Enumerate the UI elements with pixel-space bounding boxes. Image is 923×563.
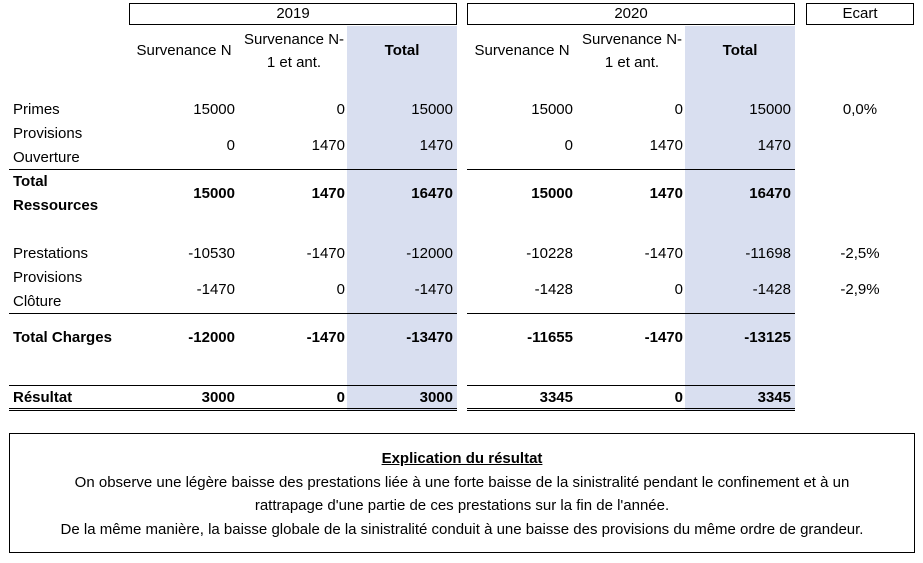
prestations-2019-total: -12000 (406, 245, 453, 262)
provisions-cloture-label-line1: Provisions (13, 269, 83, 286)
row-label-primes: Primes (13, 101, 60, 118)
prov-ouv-2020-surv-n: 0 (564, 137, 573, 154)
separator-line (129, 169, 457, 170)
resultat-2020-surv-n1: 0 (674, 389, 683, 406)
explanation-line-1: On observe une légère baisse des prestations liée à une forte baisse de la sinistralité pendant le confinement et à un (74, 473, 850, 491)
col-2020-surv-n1-line2: 1 et ant. (604, 54, 660, 71)
total-res-2019-surv-n: 15000 (193, 185, 235, 202)
total-charges-2020-total: -13125 (744, 329, 791, 346)
ecart-header: Ecart (806, 3, 914, 25)
row-label-provisions-cloture (13, 266, 131, 314)
total-res-2019-total: 16470 (411, 185, 453, 202)
total-res-2020-total: 16470 (749, 185, 791, 202)
year-2020-header: 2020 (467, 3, 795, 25)
col-2020-total: Total (722, 42, 758, 59)
col-2020-surv-n1 (577, 28, 687, 74)
total-res-2019-surv-n1: 1470 (311, 185, 345, 202)
total-res-2020-surv-n1: 1470 (649, 185, 683, 202)
col-2019-surv-n: Survenance N (136, 42, 232, 59)
provisions-cloture-label-line2: Clôture (13, 293, 62, 310)
total-charges-2019-total: -13470 (406, 329, 453, 346)
prov-clo-2019-surv-n: -1470 (196, 281, 235, 298)
prov-ouv-2019-total: 1470 (419, 137, 453, 154)
primes-ecart: 0,0% (842, 101, 878, 118)
total-charges-2020-surv-n1: -1470 (644, 329, 683, 346)
prov-ouv-2019-surv-n: 0 (226, 137, 235, 154)
row-label-resultat: Résultat (13, 389, 73, 406)
primes-2019-surv-n: 15000 (193, 101, 235, 118)
total-charges-2020-surv-n: -11655 (527, 329, 573, 346)
prestations-ecart: -2,5% (840, 245, 880, 262)
total-res-2020-surv-n: 15000 (531, 185, 573, 202)
prov-clo-2019-surv-n1: 0 (336, 281, 345, 298)
col-2019-total: Total (384, 42, 420, 59)
resultat-2020-surv-n: 3345 (539, 389, 573, 406)
primes-2019-surv-n1: 0 (336, 101, 345, 118)
row-label-provisions-ouverture (13, 122, 131, 170)
prov-ouv-2020-total: 1470 (757, 137, 791, 154)
provisions-cloture-ecart: -2,9% (840, 281, 880, 298)
primes-2019-total: 15000 (411, 101, 453, 118)
prestations-2019-surv-n: -10530 (188, 245, 235, 262)
explanation-title: Explication du résultat (381, 450, 543, 467)
total-charges-2019-surv-n1: -1470 (306, 329, 345, 346)
separator-line (129, 313, 457, 314)
separator-line (467, 169, 795, 170)
total-ressources-label-line1: Total (13, 173, 48, 190)
prov-clo-2019-total: -1470 (414, 281, 453, 298)
double-underline (129, 408, 457, 411)
resultat-2019-surv-n1: 0 (336, 389, 345, 406)
explanation-line-2: rattrapage d'une partie de ces prestations sur la fin de l'année. (254, 497, 670, 514)
prov-clo-2020-total: -1428 (752, 281, 791, 298)
total-ressources-label-line2: Ressources (13, 197, 99, 214)
explanation-line-3: De la même manière, la baisse globale de la sinistralité conduit à une baisse des provisions du même ordre de grandeur. (60, 520, 864, 538)
prov-clo-2020-surv-n: -1428 (534, 281, 573, 298)
prov-ouv-2019-surv-n1: 1470 (311, 137, 345, 154)
row-label-total-ressources (13, 170, 131, 218)
prestations-2020-surv-n1: -1470 (644, 245, 683, 262)
resultat-2019-total: 3000 (419, 389, 453, 406)
primes-2020-surv-n: 15000 (531, 101, 573, 118)
provisions-ouverture-label-line2: Ouverture (13, 149, 80, 166)
prestations-2020-total: -11698 (745, 245, 791, 262)
col-2019-surv-n1-line2: 1 et ant. (266, 54, 322, 71)
col-2020-surv-n1-line1: Survenance N- (581, 31, 683, 48)
total-charges-2019-surv-n: -12000 (188, 329, 235, 346)
prestations-2020-surv-n: -10228 (526, 245, 573, 262)
provisions-ouverture-label-line1: Provisions (13, 125, 83, 142)
total-2020-column-shade (685, 26, 795, 410)
separator-line (9, 313, 129, 314)
prestations-2019-surv-n1: -1470 (306, 245, 345, 262)
double-underline (9, 408, 129, 411)
col-2019-surv-n1-line1: Survenance N- (243, 31, 345, 48)
prov-ouv-2020-surv-n1: 1470 (649, 137, 683, 154)
resultat-2019-surv-n: 3000 (201, 389, 235, 406)
primes-2020-total: 15000 (749, 101, 791, 118)
prov-clo-2020-surv-n1: 0 (674, 281, 683, 298)
year-2019-header: 2019 (129, 3, 457, 25)
row-label-prestations: Prestations (13, 245, 89, 262)
row-label-total-charges: Total Charges (13, 329, 112, 346)
primes-2020-surv-n1: 0 (674, 101, 683, 118)
separator-line (467, 313, 795, 314)
explanation-box (9, 433, 915, 553)
resultat-2020-total: 3345 (757, 389, 791, 406)
double-underline (467, 408, 795, 411)
col-2020-surv-n: Survenance N (474, 42, 570, 59)
total-2019-column-shade (347, 26, 457, 410)
col-2019-surv-n1 (239, 28, 349, 74)
